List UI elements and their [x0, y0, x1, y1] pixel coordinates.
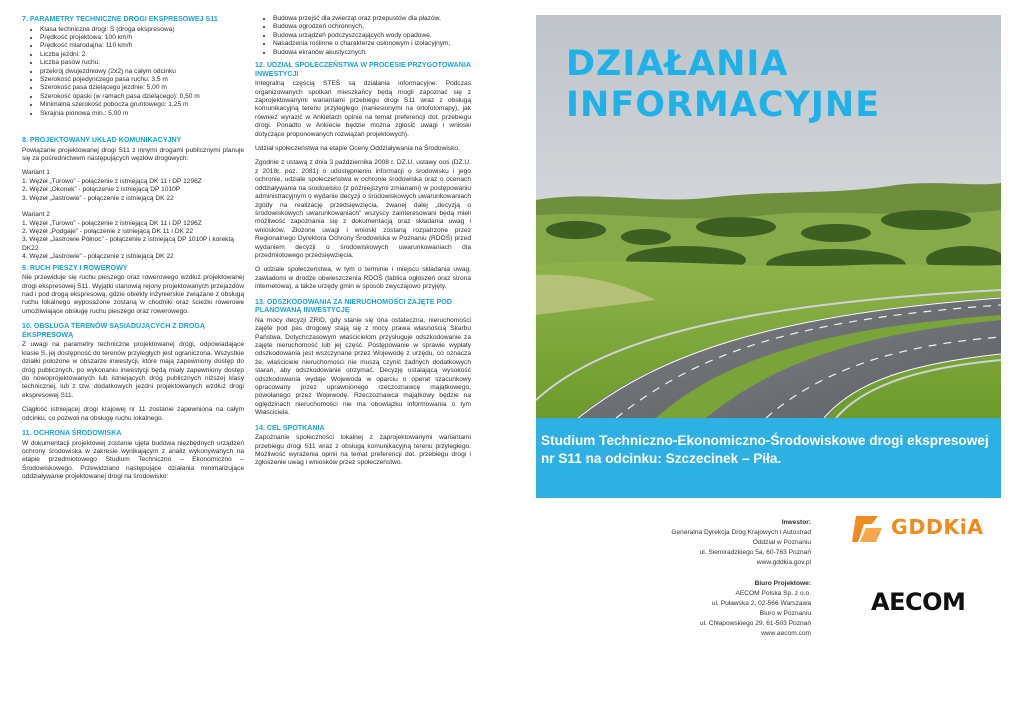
designer-line: ul. Puławska 2, 02-566 Warszawa — [711, 600, 811, 608]
cover-title — [566, 44, 880, 126]
section-10-heading: 10. OBSŁUGA TERENÓW SĄSIADUJĄCYCH Z DROGĄ EKSPRESOWĄ — [22, 322, 206, 339]
list-item: 3. Węzeł „Jastrowie” - połączenie z istniejącą DK 22 — [22, 194, 174, 202]
section-11-text: W dokumentacji projektowej zostanie ujęta budowa niezbędnych urządzeń ochrony środowiska w zakresie wynikającym z analiz wykonywanych na etapie przedmiotowego Studium Techniczno – Ekonomiczno – Środowiskowego. Przewidziano następujące działania minimalizujące oddziaływanie projektowanej drogi na środowisko: — [22, 439, 244, 481]
list-item: • przekrój dwujezdniowy (2x2) na całym odcinku — [40, 68, 244, 76]
list-item: • Liczba pasów ruchu: — [40, 59, 244, 67]
list-item: • Szerokość pojedynczego pasa ruchu: 3,5 m — [40, 76, 244, 84]
section-12-paragraph: Zgodnie z ustawą z dnia 3 października 2008 r. DZ.U. ustawy ooś (DZ.U. z 2018r. poz. 2081) o udostępnieniu informacji o środowisku i jego ochronie, udziale społeczeństwa w ochronie środowiska oraz o ocenach oddziaływania na środowisko (z późniejszymi zmianami) w postępowaniu administracyjnym o wydanie decyzji o środowiskowych uwarunkowaniach zgody na realizację przedsięwzięcia, zwanej dalej „decyzją o środowiskowych uwarunkowaniach” wszyscy zainteresowani będą mieli możliwość zapoznania się z dokumentacją oraz składania uwag i wniosków. Złożone uwagi i wnioski zostaną rozpatrzone przez Regionalnego Dyrektora Ochrony Środowiska w Poznaniu (RDOŚ) przed wydaniem decyzji o środowiskowych uwarunkowaniach dla przedmiotowego przedsięwzięcia. — [255, 159, 471, 259]
aecom-logo: AECOM — [871, 588, 966, 616]
designer-line: Biuro w Poznaniu — [759, 610, 811, 618]
list-item: 2. Węzeł „Okonek” - połączenie z istniejącą DP 1010P — [22, 186, 181, 194]
designer-line: www.aecom.com — [761, 630, 811, 638]
list-item: • Klasa techniczna drogi: S (droga ekspresowa) — [40, 26, 244, 34]
variant-2-list — [22, 220, 244, 262]
list-item: • Szerokość opaski (w ramach pasa dzielącego): 0,50 m — [40, 93, 244, 101]
study-title: Studium Techniczno-Ekonomiczno-Środowiskowe drogi ekspresowej nr S11 na odcinku: Szczecinek – Piła. — [541, 433, 989, 466]
list-item: • Nasadzenia roślinne o charakterze osłonowym i izolacyjnym, — [273, 40, 471, 48]
list-item: • Szerokość pasa dzielącego jezdnie: 5,00 m — [40, 84, 244, 92]
list-item: • Budowa urządzeń podczyszczających wody opadowe, — [273, 32, 471, 40]
section-9-text: Nie przewiduje się ruchu pieszego oraz rowerowego wzdłuż projektowanej drogi ekspresowej S11. Wyjątki stanowią rejony projektowanych przejazdów nad i pod drogą ekspresową, gdzie obiekty inżynierskie związane z obsługą ruchu lokalnego wyposażone zostaną w chodniki oraz ścieżki rowerowe umożliwiające obsługę ruchu pieszego oraz rowerowego. — [22, 274, 244, 315]
variant-1-list — [22, 178, 244, 203]
list-item: 2. Węzeł „Podgaje” - połączenie z istniejącą DK 11 i DK 22 — [22, 227, 194, 235]
cover-title-line: INFORMACYJNE — [566, 85, 881, 125]
list-item: • Minimalna szerokość pobocza gruntowego: 1,25 m — [40, 101, 244, 109]
section-8-heading: 8. PROJEKTOWANY UKŁAD KOMUNIKACYJNY — [22, 136, 182, 145]
designer-label: Biuro Projektowe: — [754, 580, 811, 587]
section-13-text: Na mocy decyzji ZRID, gdy stanie się ona ostateczna, nieruchomości zajęte pod pas drogowy stają się z mocy prawa własnością Skarbu Państwa. Dotychczasowym właścicielom przysługuje odszkodowanie za zajęte nieruchomość lub jej część. Postępowanie w sprawie wypłaty odszkodowania jest wszczynane przez Wojewodę z urzędu, co oznacza że, właściciele nieruchomości nie muszą czynić żadnych dodatkowych starań, aby odszkodowanie otrzymać. Decyzję ustalającą wysokość odszkodowania wydaje Wojewoda w oparciu o operat szacunkowy opracowany przez uprawnionego rzeczoznawcę majątkowego, powołanego przez Wojewodę. Rzeczoznawca majątkowy będzie na oględzinach nieruchomości nie ma obowiązku informowania o tym Właściciela. — [255, 316, 471, 417]
section-10-text: Z uwagi na parametry techniczne projektowanej drogi, odpowiadające klasie S, jej dostępność do terenów przyległych jest ograniczona. Wszystkie działki położone w obszarze inwestycji, które mają zapewniony dostęp do dróg publicznych, po wykonaniu inwestycji będą miały zapewniony dostęp do nowoprojektowanych lub istniejących dróg publicznych niższej klasy technicznej, lub z tzw. dodatkowych jezdni projektowanych wzdłuż drogi ekspresowej S11. — [22, 341, 244, 399]
section-11-heading: 11. OCHRONA ŚRODOWISKA — [22, 429, 122, 437]
variant-1-title: Wariant 1 — [22, 169, 50, 177]
investor-line: Generalna Dyrekcja Dróg Krajowych i Autostrad — [671, 529, 811, 537]
section-7-heading: 7. PARAMETRY TECHNICZNE DROGI EKSPRESOWEJ S11 — [22, 15, 218, 23]
investor-line: www.gddkia.gov.pl — [756, 559, 811, 567]
investor-info — [671, 518, 811, 568]
gddkia-emblem-icon — [852, 514, 886, 544]
list-item: • Budowa ekranów akustycznych. — [273, 49, 471, 57]
cover-title-line: DZIAŁANIA — [566, 44, 789, 84]
list-item: • Prędkość miarodajna: 110 km/h — [40, 42, 244, 50]
list-item: • Liczba jezdni: 2 — [40, 51, 244, 59]
section-14-heading: 14. CEL SPOTKANIA — [255, 423, 325, 432]
designer-info — [700, 579, 811, 640]
measures-list — [255, 15, 471, 57]
left-column — [22, 15, 244, 488]
investor-line: Oddział w Poznaniu — [752, 539, 811, 547]
list-item: • Budowa ogrodzeń ochronnych, — [273, 23, 471, 31]
investor-line: ul. Siemiradzkiego 5a, 60-763 Poznań — [699, 549, 811, 557]
designer-line: AECOM Polska Sp. z o.o. — [735, 590, 811, 598]
gddkia-logo-text: GDDKiA — [891, 515, 984, 539]
list-item: • Prędkość projektowa: 100 km/h — [40, 34, 244, 42]
investor-label: Inwestor: — [781, 519, 811, 526]
section-9-heading: 9. RUCH PIESZY I ROWEROWY — [22, 263, 128, 272]
middle-column — [255, 15, 471, 474]
section-12-paragraph: O udziale społeczeństwa, w tym o terminie i miejscu składania uwag, zawiadomi w drodze obwieszczenia RDOŚ (tablica ogłoszeń oraz strona internetowa), a także urzędy gmin w sposób zwyczajowo przyjęty. — [255, 266, 471, 291]
section-8-intro: Powiązanie projektowanej drogi S11 z innymi drogami publicznymi planuje się za pośrednictwem następujących węzłów drogowych: — [22, 146, 244, 163]
list-item: • Skrajnia pionowa min.: 5,00 m — [40, 110, 244, 118]
list-item: 1. Węzeł „Turowo” - połączenie z istniejącą DK 11 i DP 1296Z — [22, 177, 202, 185]
list-item: 4. Węzeł „Jastrowie” - połączenie z istniejącą DK 22 — [22, 253, 174, 261]
parameters-list — [22, 26, 244, 118]
list-item: 1. Węzeł „Turowo” - połączenie z istniejącą DK 11 i DP 1296Z — [22, 219, 202, 227]
variant-2-title: Wariant 2 — [22, 211, 50, 219]
section-13-heading: 13. ODSZKODOWANIA ZA NIERUCHOMOŚCI ZAJĘTE POD PLANOWANĄ INWESTYCJĘ — [255, 297, 452, 315]
list-item: 3. Węzeł „Jastrowie Północ” - połączenie z istniejącą DP 1010P i korektą DK22 — [22, 236, 234, 252]
designer-line: ul. Chłapowskiego 29, 61-503 Poznań — [699, 620, 811, 628]
section-12-heading: 12. UDZIAŁ SPOŁECZEŃSTWA W PROCESIE PRZYGOTOWANIA INWESTYCJI — [255, 61, 471, 78]
section-10-text-2: Ciągłość istniejącej drogi krajowej nr 11 zostanie zapewniona na całym odcinku, co pozwoli na obsługę ruchu lokalnego. — [22, 406, 244, 422]
section-12-paragraph: Integralną częścią STEŚ są działania informacyjne. Podczas organizowanych spotkań mieszkańcy będą mogli zapoznać się z zaprojektowanymi wariantami przebiegu drogi S11 wraz z obsługą komunikacyjną terenu przyległego (naniesionymi na ortofotomapy), jak również wyrazić w Ankietach opinie na temat preferencji dot. przebiegu drogi. Ponadto w Ankiecie będzie można zgłosić uwagi i wnioski dotyczące proponowanych rozwiązań projektowych). — [255, 80, 471, 138]
section-12-paragraph: Udział społeczeństwa na etapie Oceny Oddziaływania na Środowisko. — [255, 145, 460, 153]
list-item: • Budowa przejść dla zwierząt oraz przepustów dla płazów, — [273, 15, 471, 23]
section-14-text: Zapoznanie społeczności lokalnej z zaprojektowanymi wariantami przebiegu drogi S11 wraz z obsługą komunikacyjną terenu przyległego. Możliwość wyrażenia opinii na temat preferencji dot. przebiegu drogi i zgłoszenie uwag i wniosków przez społeczeństwo. — [255, 434, 471, 467]
